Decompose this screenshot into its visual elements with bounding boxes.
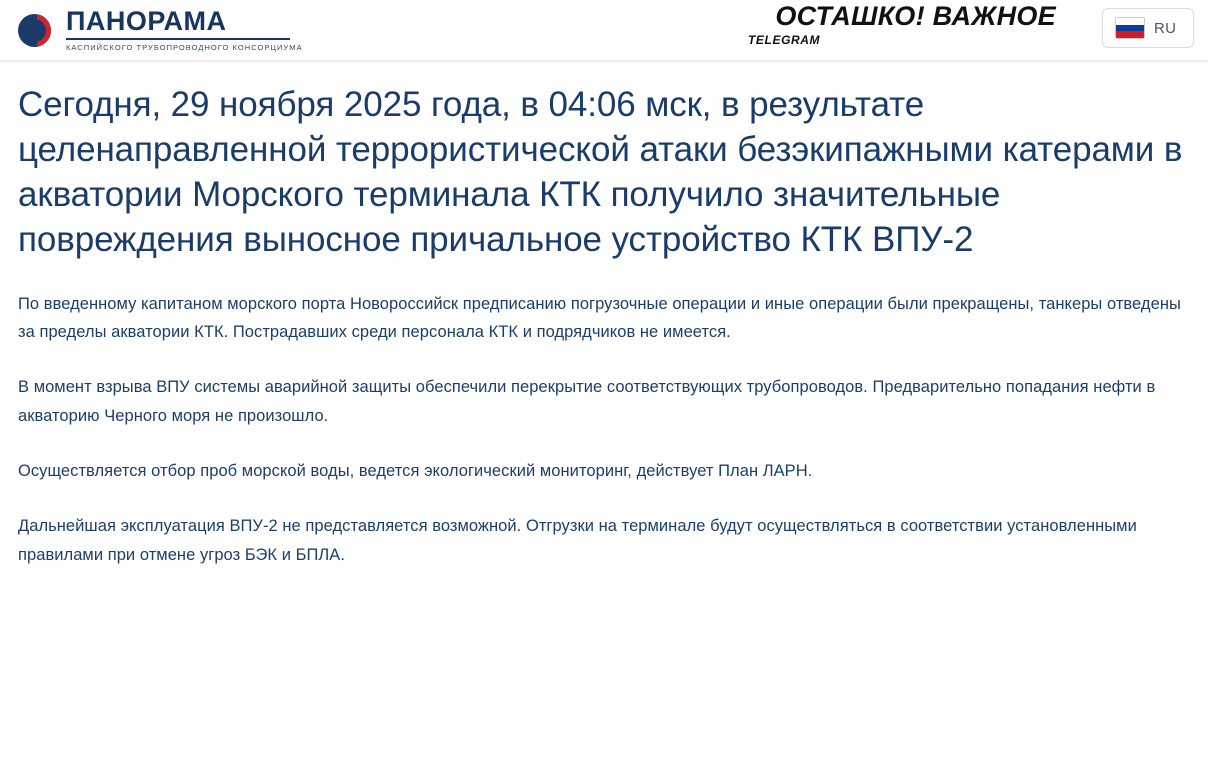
- article-paragraph: В момент взрыва ВПУ системы аварийной защиты обеспечили перекрытие соответствующих трубопроводов. Предварительно попадания нефти в акваторию Черного моря не произошло.: [18, 378, 1156, 425]
- article-paragraph: По введенному капитаном морского порта Новороссийск предписанию погрузочные операции и иные операции были прекращены, танкеры отведены за пределы акватории КТК. Пострадавших среди персонала КТК и подрядчиков не имеется.: [18, 294, 1181, 341]
- telegram-channel-title: ОСТАШКО! ВАЖНОЕ: [775, 1, 1056, 31]
- article-body: [18, 290, 1190, 570]
- brand-subtitle: КАСПИЙСКОГО ТРУБОПРОВОДНОГО КОНСОРЦИУМА: [66, 43, 303, 52]
- telegram-source-badge: [716, 2, 1056, 47]
- article: [0, 62, 1208, 569]
- brand-logo[interactable]: [0, 8, 303, 52]
- article-paragraph: Дальнейшая эксплуатация ВПУ-2 не представляется возможной. Отгрузки на терминале будут осуществляться в соответствии установленными правилами при отмене угроз БЭК и БПЛА.: [18, 517, 1137, 564]
- page-header: [0, 0, 1208, 60]
- brand-divider: [66, 38, 290, 40]
- language-label: RU: [1154, 19, 1177, 37]
- brand-title: ПАНОРАМА: [66, 6, 227, 36]
- telegram-channel-subtitle: TELEGRAM: [748, 32, 821, 47]
- article-paragraph: Осуществляется отбор проб морской воды, ведется экологический мониторинг, действует План ЛАРН.: [18, 462, 813, 481]
- russia-flag-icon: [1115, 17, 1145, 39]
- language-switcher[interactable]: [1102, 8, 1194, 48]
- brand-text: [66, 8, 303, 52]
- ktk-circle-logo-icon: [14, 11, 62, 49]
- page-title: Сегодня, 29 ноября 2025 года, в 04:06 мск, в результате целенаправленной террористической атаки безэкипажными катерами в акватории Морского терминала КТК получило значительные повреждения выносное причальное устройство КТК ВПУ-2: [18, 85, 1183, 260]
